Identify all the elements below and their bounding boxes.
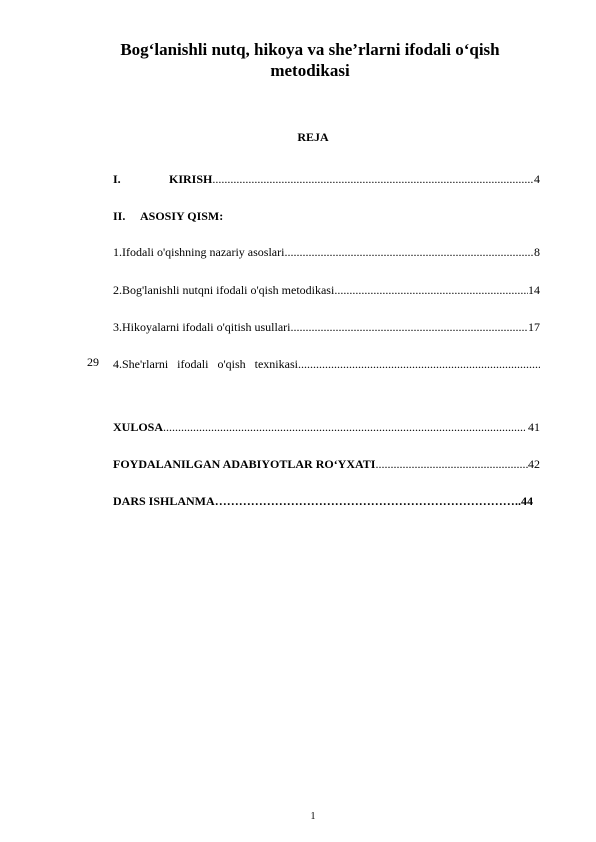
toc-leader [298,357,540,371]
toc-entry-1 [113,245,540,259]
toc-page-number-wrapped: 29 [87,355,99,369]
toc-entry-label: DARS ISHLANMA [113,494,215,508]
toc-entry-label: 1.Ifodali o'qishning nazariy asoslari [113,245,285,259]
toc-entry-lesson [113,494,533,508]
toc-entry-label: 2.Bog'lanishli nutqni ifodali o'qish metodikasi [113,283,335,297]
toc-page-number: 8 [534,245,540,259]
plan-heading: REJA [297,130,329,144]
toc-entry-conclusion [113,420,540,434]
toc-entry-3 [113,320,540,334]
toc-leader [215,494,515,508]
toc-page-number: 17 [528,320,540,334]
toc-leader [212,172,534,186]
toc-entry-number: I. [113,172,121,186]
toc-entry-intro [113,172,540,186]
toc-entry-label: ASOSIY QISM: [140,209,224,223]
toc-page-number: ..44 [515,494,533,508]
page-number: 1 [310,811,316,822]
toc-entry-4 [113,357,540,371]
toc-entry-main [113,209,540,223]
toc-entry-number: II. [113,209,126,223]
document-title: Bog‘lanishli nutq, hikoya va she’rlarni ifodali o‘qish metodikasi [120,40,500,80]
toc-entry-label: 3.Hikoyalarni ifodali o'qitish usullari [113,320,291,334]
toc-entry-references [113,457,540,471]
toc-leader [375,457,528,471]
toc-leader [163,420,525,434]
toc-page-number: 14 [528,283,540,297]
toc-leader [334,283,528,297]
toc-entry-label: XULOSA [113,420,164,434]
toc-entry-label: FOYDALANILGAN ADABIYOTLAR RO‘YXATI [113,457,376,471]
toc-page-number: 4 [534,172,540,186]
toc-entry-label: 4.She'rlarni ifodali o'qish texnikasi [113,357,298,371]
toc-leader [284,245,534,259]
toc-page-number: 42 [528,457,540,471]
toc-entry-2 [113,283,540,297]
toc-leader [290,320,528,334]
toc-entry-label: KIRISH [169,172,213,186]
toc-page-number: 41 [525,420,540,434]
